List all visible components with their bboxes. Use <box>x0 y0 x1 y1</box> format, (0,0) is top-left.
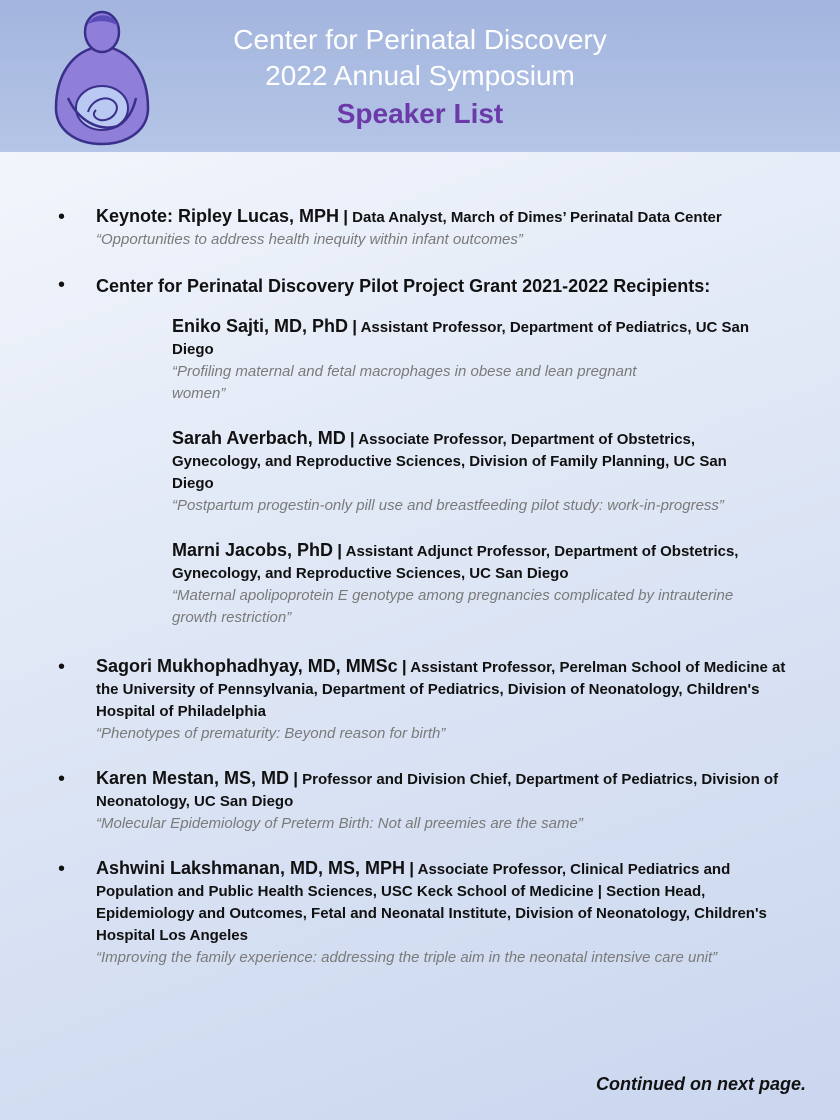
talk-title: “Profiling maternal and fetal macrophages in obese and lean pregnant women” <box>172 363 637 402</box>
speaker-affiliation: Assistant Professor, Perelman School of Medicine at the University of Pennsylvania, Department of Pediatrics, Division of Neonatology, Children's Hospital of Philadelphia <box>96 659 786 720</box>
speaker-affiliation: Associate Professor, Clinical Pediatrics and Population and Public Health Sciences, USC Keck School of Medicine | Section Head, Epidemiology and Outcomes, Fetal and Neonatal Institute, Division of Neonatology, Children's Hospital Los Angeles <box>96 861 767 944</box>
center-title: Center for Perinatal Discovery <box>233 24 607 55</box>
speaker-affiliation: Assistant Adjunct Professor, Department of Obstetrics, Gynecology, and Reproductive Sciences, UC San Diego <box>172 543 739 582</box>
speaker-affiliation: Data Analyst, March of Dimes’ Perinatal Data Center <box>352 209 722 226</box>
pilot-recipient <box>0 539 840 629</box>
speaker-name: Ashwini Lakshmanan, MD, MS, MPH <box>96 858 406 878</box>
separator: | <box>401 657 407 676</box>
speaker-name: Keynote: Ripley Lucas, MPH <box>96 206 340 226</box>
speaker-entry <box>0 655 840 745</box>
speaker-list <box>0 205 840 991</box>
speaker-affiliation: Assistant Professor, Department of Pediatrics, UC San Diego <box>172 319 750 358</box>
header-titles <box>130 22 710 134</box>
pilot-recipient <box>0 427 840 517</box>
talk-title: “Opportunities to address health inequity within infant outcomes” <box>96 231 523 248</box>
speaker-name: Eniko Sajti, MD, PhD <box>172 316 349 336</box>
bullet: • <box>58 274 66 296</box>
pilot-recipient <box>0 315 840 405</box>
separator: | <box>343 207 348 226</box>
speaker-entry <box>0 767 840 835</box>
pilot-section-heading <box>0 273 840 299</box>
speaker-name: Karen Mestan, MS, MD <box>96 768 290 788</box>
separator: | <box>409 859 414 878</box>
speaker-name: Marni Jacobs, PhD <box>172 540 334 560</box>
talk-title: “Improving the family experience: addressing the triple aim in the neonatal intensive care unit” <box>96 949 718 966</box>
speaker-entry <box>0 857 840 969</box>
separator: | <box>349 429 355 448</box>
bullet: • <box>58 858 66 880</box>
talk-title: “Phenotypes of prematurity: Beyond reason for birth” <box>96 725 446 742</box>
symposium-title: 2022 Annual Symposium <box>265 60 575 91</box>
separator: | <box>337 541 342 560</box>
speaker-name: Sagori Mukhophadhyay, MD, MMSc <box>96 656 398 676</box>
speaker-list-heading: Speaker List <box>336 98 504 129</box>
talk-title: “Postpartum progestin-only pill use and breastfeeding pilot study: work-in-progress” <box>172 497 724 514</box>
talk-title: “Maternal apolipoprotein E genotype among pregnancies complicated by intrauterine growth restriction” <box>172 587 734 626</box>
speaker-affiliation: Associate Professor, Department of Obstetrics, Gynecology, and Reproductive Sciences, Division of Family Planning, UC San Diego <box>172 431 727 492</box>
bullet: • <box>58 656 66 678</box>
pilot-heading-text: Center for Perinatal Discovery Pilot Project Grant 2021-2022 Recipients: <box>96 276 711 296</box>
separator: | <box>352 317 357 336</box>
separator: | <box>293 769 298 788</box>
continued-note: Continued on next page. <box>596 1074 806 1094</box>
talk-title: “Molecular Epidemiology of Preterm Birth: Not all preemies are the same” <box>96 815 583 832</box>
speaker-affiliation: Professor and Division Chief, Department of Pediatrics, Division of Neonatology, UC San Diego <box>96 771 779 810</box>
bullet: • <box>58 206 66 228</box>
bullet: • <box>58 768 66 790</box>
keynote-entry <box>0 205 840 251</box>
header-banner <box>0 0 840 152</box>
speaker-name: Sarah Averbach, MD <box>172 428 346 448</box>
